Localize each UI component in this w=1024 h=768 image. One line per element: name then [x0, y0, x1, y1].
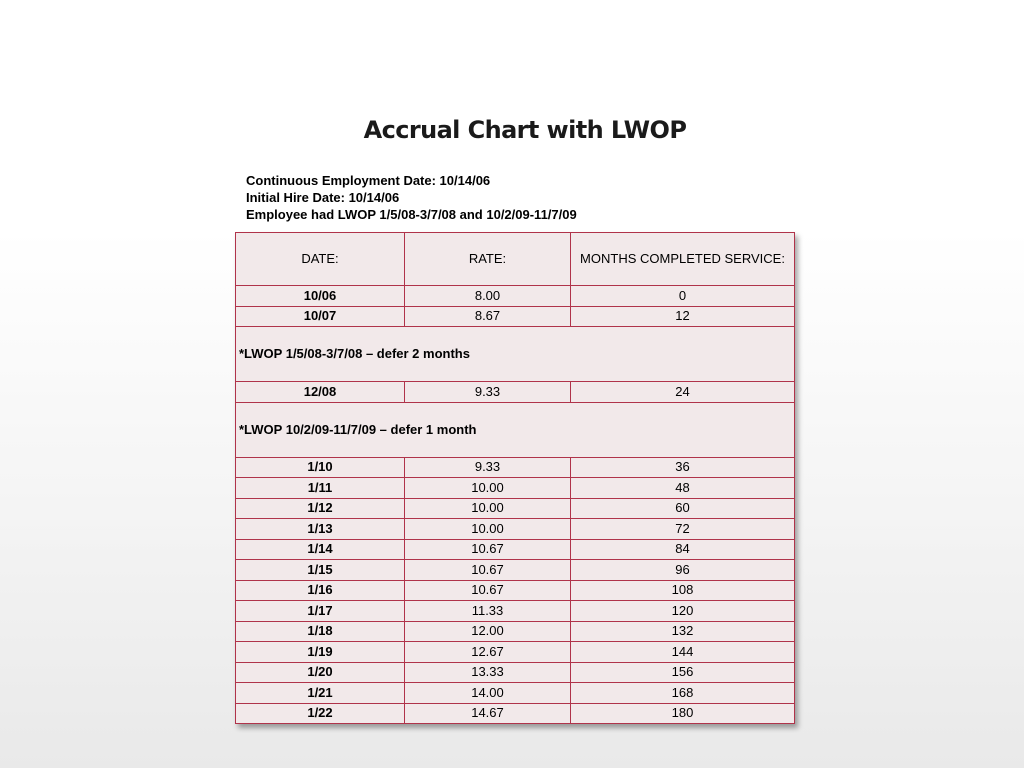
table-row	[236, 286, 795, 307]
rate-cell: 12.67	[405, 642, 571, 663]
table-row	[236, 498, 795, 519]
table-row	[236, 580, 795, 601]
rate-cell: 10.67	[405, 580, 571, 601]
rate-cell: 14.00	[405, 683, 571, 704]
date-cell: 1/21	[236, 683, 405, 704]
rate-cell: 11.33	[405, 601, 571, 622]
date-cell: 1/19	[236, 642, 405, 663]
table-row	[236, 478, 795, 499]
months-cell: 48	[571, 478, 795, 499]
date-cell: 10/06	[236, 286, 405, 307]
date-cell: 1/13	[236, 519, 405, 540]
months-cell: 72	[571, 519, 795, 540]
months-cell: 36	[571, 457, 795, 478]
lwop-periods: Employee had LWOP 1/5/08-3/7/08 and 10/2/09-11/7/09	[246, 207, 577, 222]
rate-cell: 10.00	[405, 519, 571, 540]
lwop-note-row	[236, 327, 795, 382]
months-cell: 168	[571, 683, 795, 704]
table-row	[236, 621, 795, 642]
months-cell: 60	[571, 498, 795, 519]
rate-cell: 13.33	[405, 662, 571, 683]
months-cell: 156	[571, 662, 795, 683]
lwop-note-row	[236, 402, 795, 457]
rate-cell: 10.00	[405, 498, 571, 519]
continuous-employment-date: Continuous Employment Date: 10/14/06	[246, 173, 491, 188]
table-row	[236, 306, 795, 327]
date-cell: 1/10	[236, 457, 405, 478]
table-row	[236, 601, 795, 622]
table-row	[236, 683, 795, 704]
rate-cell: 9.33	[405, 457, 571, 478]
date-cell: 1/16	[236, 580, 405, 601]
months-cell: 132	[571, 621, 795, 642]
rate-cell: 10.67	[405, 539, 571, 560]
rate-cell: 8.00	[405, 286, 571, 307]
months-cell: 0	[571, 286, 795, 307]
months-cell: 120	[571, 601, 795, 622]
rate-cell: 14.67	[405, 703, 571, 724]
months-cell: 180	[571, 703, 795, 724]
table-header-row	[236, 233, 795, 286]
date-cell: 1/18	[236, 621, 405, 642]
date-cell: 10/07	[236, 306, 405, 327]
lwop-note-1: *LWOP 1/5/08-3/7/08 – defer 2 months	[236, 327, 795, 382]
months-cell: 108	[571, 580, 795, 601]
employee-info	[246, 172, 577, 223]
table-row	[236, 457, 795, 478]
months-cell: 144	[571, 642, 795, 663]
header-date: DATE:	[236, 233, 405, 286]
table-row	[236, 382, 795, 403]
months-cell: 96	[571, 560, 795, 581]
rate-cell: 10.67	[405, 560, 571, 581]
date-cell: 1/17	[236, 601, 405, 622]
date-cell: 1/22	[236, 703, 405, 724]
table-row	[236, 539, 795, 560]
date-cell: 1/15	[236, 560, 405, 581]
lwop-note-2: *LWOP 10/2/09-11/7/09 – defer 1 month	[236, 402, 795, 457]
months-cell: 24	[571, 382, 795, 403]
page-title: Accrual Chart with LWOP	[363, 116, 687, 144]
table-row	[236, 519, 795, 540]
rate-cell: 12.00	[405, 621, 571, 642]
date-cell: 1/14	[236, 539, 405, 560]
initial-hire-date: Initial Hire Date: 10/14/06	[246, 190, 400, 205]
date-cell: 1/20	[236, 662, 405, 683]
header-months-completed-service: MONTHS COMPLETED SERVICE:	[571, 233, 795, 286]
rate-cell: 10.00	[405, 478, 571, 499]
date-cell: 1/11	[236, 478, 405, 499]
table-row	[236, 560, 795, 581]
accrual-table	[235, 232, 795, 724]
rate-cell: 8.67	[405, 306, 571, 327]
header-rate: RATE:	[405, 233, 571, 286]
table-row	[236, 703, 795, 724]
table-row	[236, 662, 795, 683]
months-cell: 84	[571, 539, 795, 560]
date-cell: 12/08	[236, 382, 405, 403]
table-row	[236, 642, 795, 663]
months-cell: 12	[571, 306, 795, 327]
date-cell: 1/12	[236, 498, 405, 519]
rate-cell: 9.33	[405, 382, 571, 403]
